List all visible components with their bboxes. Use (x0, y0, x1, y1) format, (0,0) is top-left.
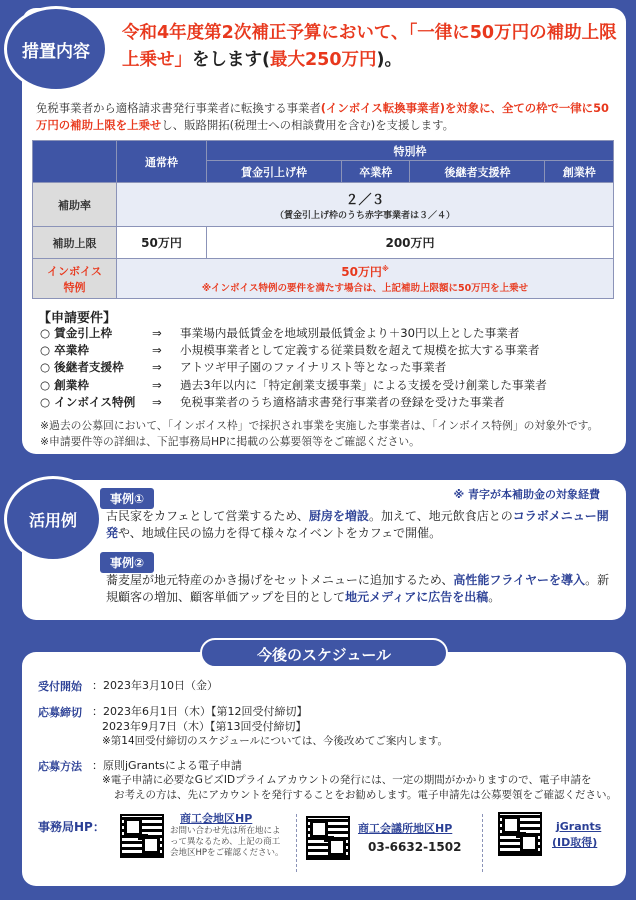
examples-panel (22, 480, 626, 620)
col-wage: 賃金引上げ枠 (207, 161, 342, 183)
hp2-link[interactable]: 商工会議所地区HP (358, 822, 453, 835)
ex2-e: 。 (488, 590, 501, 604)
note-2: ※申請要件等の詳細は、下記事務局HPに掲載の公募要領等をご確認ください。 (40, 435, 420, 448)
table-corner (33, 141, 117, 183)
arrow-icon: ⇒ (152, 360, 162, 375)
col-graduation: 卒業枠 (341, 161, 410, 183)
schedule-title: 今後のスケジュール (200, 638, 448, 668)
deadline-note: ※第14回受付締切のスケジュールについては、今後改めてご案内します。 (102, 735, 448, 747)
requirements-title: 【申請要件】 (38, 311, 117, 326)
rate-value: ２／３ (345, 192, 385, 208)
list-item (40, 377, 547, 394)
example-1-tag: 事例① (100, 488, 154, 509)
hp1-link[interactable]: 商工会地区HP (180, 812, 253, 825)
arrow-icon: ⇒ (152, 377, 162, 392)
col-normal: 通常枠 (117, 141, 207, 183)
ex2-a: 蕎麦屋が地元特産のかき揚げをセットメニューに追加するため、 (106, 573, 454, 587)
req-desc: アトツギ甲子園のファイナリスト等となった事業者 (180, 360, 447, 375)
arrow-icon: ⇒ (152, 326, 162, 340)
hp1-note: お問い合わせ先は所在地によって異なるため、上記の商工会地区HPをご確認ください。 (170, 826, 284, 858)
deadline-2: 2023年9月7日（木）【第13回受付締切】 (102, 720, 307, 733)
note-1: ※過去の公募回において、「インボイス枠」で採択され事業を実施した事業者は、「インボイス特例」の対象外です。 (40, 419, 599, 432)
ex1-b: 厨房を増設 (308, 509, 369, 523)
start-text: ：2023年3月10日（金） (92, 679, 218, 692)
divider (482, 814, 483, 872)
rate-note: （賃金引上げ枠のうち赤字事業者は３／４） (274, 210, 455, 221)
divider (296, 814, 297, 872)
measures-badge: 措置内容 (4, 6, 108, 92)
hp3-link-sub[interactable]: (ID取得) (552, 836, 598, 849)
example-1-text (106, 508, 614, 542)
example-2-text (106, 572, 614, 606)
list-item (40, 359, 547, 376)
intro-a: 免税事業者から適格請求書発行事業者に転換する事業者 (36, 101, 321, 115)
req-desc: 小規模事業者として定義する従業員数を超えて規模を拡大する事業者 (180, 343, 540, 358)
example-2-tag: 事例② (100, 552, 154, 573)
req-name: ○ 創業枠 (40, 377, 89, 392)
req-desc: 免税事業者のうち適格請求書発行事業者の登録を受けた事業者 (180, 394, 505, 409)
requirements-list (40, 325, 547, 411)
arrow-icon: ⇒ (152, 343, 162, 358)
row-invoice-label (33, 259, 117, 299)
invoice-value: 50万円 (341, 265, 382, 279)
headline-max: 最大250万円 (270, 50, 377, 70)
intro-b: (インボイス転換事業者)を対象に、全ての枠で一律に50万円の補助上限を上乗せ (36, 101, 609, 132)
examples-badge: 活用例 (4, 476, 102, 562)
req-name: ○ 賃金引上枠 (40, 326, 113, 340)
limit-normal: 50万円 (117, 227, 207, 259)
req-name: ○ 卒業枠 (40, 343, 89, 358)
deadline-label: 応募締切 (38, 706, 82, 719)
invoice-cell (117, 259, 614, 299)
headline (122, 20, 622, 74)
list-item (40, 325, 547, 342)
req-desc: 事業場内最低賃金を地域別最低賃金より＋30円以上とした事業者 (180, 326, 520, 340)
ex2-b: 高性能フライヤーを導入 (453, 573, 586, 587)
method-note-2: お考えの方は、先にアカウントを発行することをお勧めします。電子申請先は公募要領をご確認ください。 (114, 789, 618, 801)
req-name: ○ 後継者支援枠 (40, 360, 124, 375)
headline-end: )。 (376, 50, 403, 70)
headline-dark: をします( (192, 50, 270, 70)
intro-text (36, 100, 620, 134)
start-label: 受付開始 (38, 680, 82, 693)
invoice-note: ※インボイス特例の要件を満たす場合は、上記補助上限額に50万円を上乗せ (201, 283, 529, 294)
col-startup: 創業枠 (545, 161, 614, 183)
ex1-e: や、地域住民の協力を得て様々なイベントをカフェで開催。 (118, 526, 442, 540)
headline-main: 令和4年度第2次補正予算において、「一律に50万円の補助上限上乗せ」 (122, 23, 617, 70)
ex1-a: 古民家をカフェとして営業するため、 (106, 509, 309, 523)
req-name: ○ インボイス特例 (40, 394, 136, 409)
row-rate-label: 補助率 (33, 183, 117, 227)
qr-code-icon[interactable] (498, 812, 542, 856)
method-label: 応募方法 (38, 760, 82, 773)
ex2-d: 地元メディアに広告を出稿 (345, 590, 489, 604)
limit-special: 200万円 (207, 227, 614, 259)
list-item (40, 394, 547, 411)
qr-code-icon[interactable] (120, 814, 164, 858)
blue-note: ※ 青字が本補助金の対象経費 (453, 488, 600, 501)
ex1-d: コラボメニュー開発 (106, 509, 609, 540)
col-successor: 後継者支援枠 (410, 161, 545, 183)
row-limit-label: 補助上限 (33, 227, 117, 259)
method-note-1: ※電子申請に必要なGビズIDプライムアカウントの発行には、一定の期間がかかりますので、電子申請を (102, 774, 592, 786)
col-special: 特別枠 (207, 141, 614, 161)
invoice-mark: ※ (381, 265, 389, 273)
invoice-label-2: 特例 (63, 280, 86, 294)
method-text: ：原則jGrantsによる電子申請 (92, 759, 242, 772)
hp2-phone: 03-6632-1502 (368, 840, 462, 854)
intro-c: し、販路開拓(税理士への相談費用を含む)を支援します。 (161, 118, 455, 132)
list-item (40, 342, 547, 359)
schedule-panel (22, 646, 626, 886)
hp3-link[interactable]: jGrants (556, 820, 602, 833)
deadline-1: ：2023年6月1日（木）【第12回受付締切】 (92, 705, 308, 718)
ex2-c: 。新規顧客の増加、顧客単価アップを目的として (106, 573, 610, 604)
qr-code-icon[interactable] (306, 816, 350, 860)
arrow-icon: ⇒ (152, 394, 162, 409)
ex1-c: 。加えて、地元飲食店との (368, 509, 513, 523)
req-desc: 過去3年以内に「特定創業支援事業」による支援を受け創業した事業者 (180, 377, 547, 392)
invoice-label-1: インボイス (47, 264, 102, 278)
subsidy-table (32, 140, 614, 299)
rate-cell (117, 183, 614, 227)
notes (40, 418, 598, 450)
measures-panel (22, 8, 626, 454)
office-label: 事務局HP： (38, 820, 105, 834)
